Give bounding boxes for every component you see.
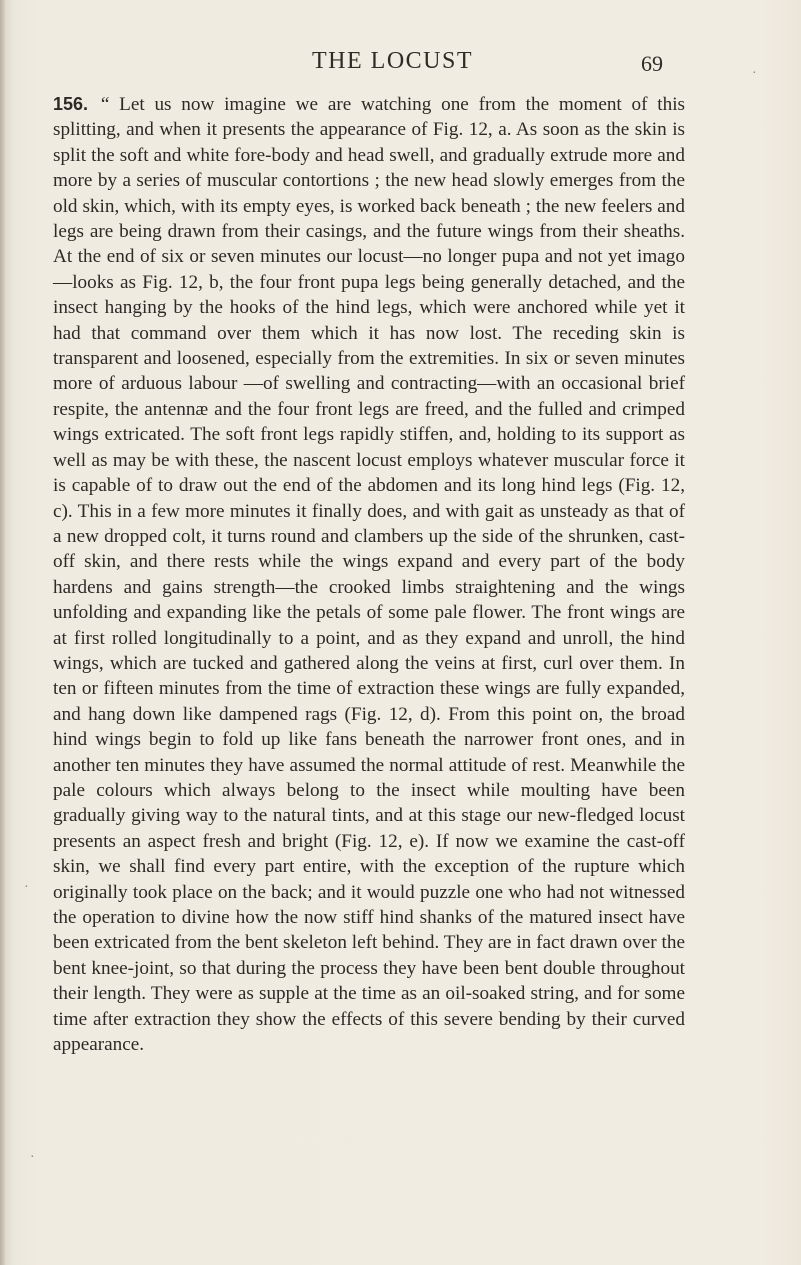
page-number: 69: [641, 51, 663, 76]
margin-speck: ·: [30, 1150, 35, 1165]
page-gutter-shadow: [0, 0, 6, 1265]
margin-speck: ·: [752, 66, 757, 81]
paragraph-text: “ Let us now imagine we are watching one from the moment of this splitting, and when it presents the appearance of Fig. 12, a. As soon as the skin is split the soft and white fore-body and head swell, and gradually extrude more and more by a series of muscular contortions ; the new head slowly emerges from the old skin, which, with its empty eyes, is worked back beneath ; the new feelers and legs are being drawn from their casings, and the future wings from their sheaths. At the end of six or seven minutes our locust—no longer pupa and not yet imago—looks as Fig. 12, b, the four front pupa legs being generally detached, and the insect hanging by the hooks of the hind legs, which were anchored while yet it had that command over them which it has now lost. The receding skin is transparent and loosened, especially from the extremities. In six or seven minutes more of arduous labour —of swelling and contracting—with an occasional brief respite, the antennæ and the four front legs are freed, and the fulled and crimped wings extricated. The soft front legs rapidly stiffen, and, holding to its support as well as may be with these, the nascent locust employs whatever muscular force it is capable of to draw out the end of the abdomen and its long hind legs (Fig. 12, c). This in a few more minutes it finally does, and with gait as unsteady as that of a new dropped colt, it turns round and clambers up the side of the shrunken, cast-off skin, and there rests while the wings expand and every part of the body hardens and gains strength—the crooked limbs straightening and the wings unfolding and expanding like the petals of some pale flower. The front wings are at first rolled longitudinally to a point, and as they expand and unroll, the hind wings, which are tucked and gathered along the veins at first, curl over them. In ten or fifteen minutes from the time of extraction these wings are fully expanded, and hang down like dampened rags (Fig. 12, d). From this point on, the broad hind wings begin to fold up like fans beneath the narrower front ones, and in another ten minutes they have assumed the normal attitude of rest. Meanwhile the pale colours which always belong to the insect while moulting have been gradually giving way to the natural tints, and at this stage our new-fledged locust presents an aspect fresh and bright (Fig. 12, e). If now we examine the cast-off skin, we shall find every part entire, with the exception of the rupture which originally took place on the back; and it would puzzle one who had not witnessed the operation to divine how the now stiff hind shanks of the matured insect have been extricated from the bent skeleton left behind. They are in fact drawn over the bent knee-joint, so that during the process they have been bent double throughout their length. They were as supple at the time as an oil-soaked string, and for some time after extraction they show the effects of this severe bending by their curved appearance.: [53, 94, 686, 1056]
running-title: THE LOCUST: [312, 48, 473, 74]
paragraph-number: 156.: [53, 94, 89, 114]
body-paragraph: [53, 92, 685, 1057]
page-header: [0, 48, 801, 80]
margin-speck: ·: [24, 880, 29, 895]
